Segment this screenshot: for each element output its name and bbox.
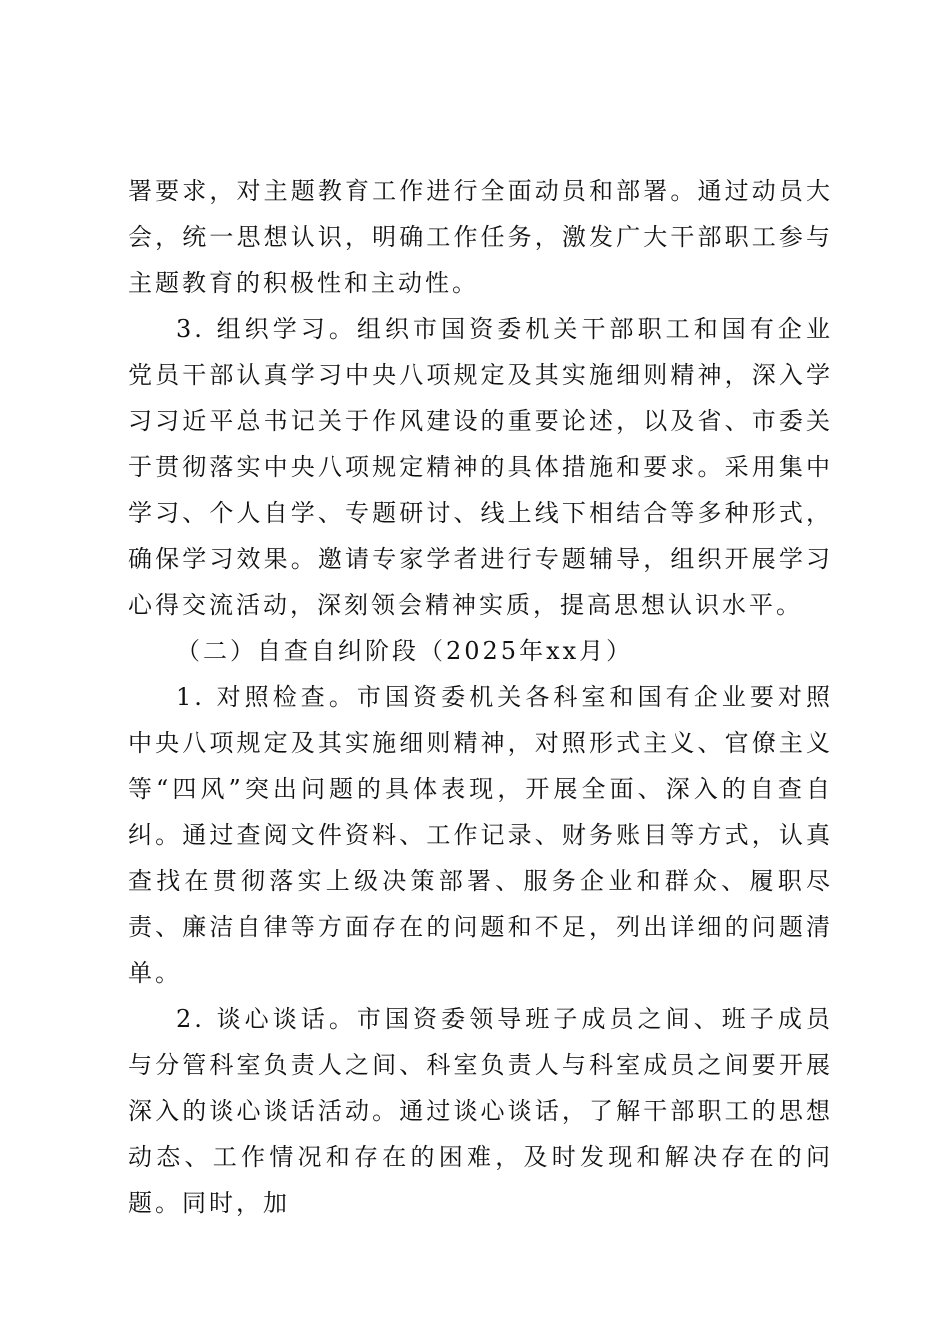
paragraph-item-1-inspection: 1. 对照检查。市国资委机关各科室和国有企业要对照中央八项规定及其实施细则精神，对照形式主义、官僚主义等“四风”突出问题的具体表现，开展全面、深入的自查自纠。通过查阅文件资料、工作记录、财务账目等方式，认真查找在贯彻落实上级决策部署、服务企业和群众、履职尽责、廉洁自律等方面存在的问题和不足，列出详细的问题清单。 — [128, 683, 833, 987]
document-body — [128, 168, 833, 1226]
paragraph-continuation: 署要求，对主题教育工作进行全面动员和部署。通过动员大会，统一思想认识，明确工作任务，激发广大干部职工参与主题教育的积极性和主动性。 — [128, 177, 833, 297]
paragraph-item-3-organize-study: 3. 组织学习。组织市国资委机关干部职工和国有企业党员干部认真学习中央八项规定及其实施细则精神，深入学习习近平总书记关于作风建设的重要论述，以及省、市委关于贯彻落实中央八项规定精神的具体措施和要求。采用集中学习、个人自学、专题研讨、线上线下相结合等多种形式，确保学习效果。邀请专家学者进行专题辅导，组织开展学习心得交流活动，深刻领会精神实质，提高思想认识水平。 — [128, 315, 833, 619]
section-heading-self-check: （二）自查自纠阶段（2025年xx月） — [176, 637, 634, 665]
paragraph-item-2-heart-to-heart-talk: 2. 谈心谈话。市国资委领导班子成员之间、班子成员与分管科室负责人之间、科室负责人与科室成员之间要开展深入的谈心谈话活动。通过谈心谈话，了解干部职工的思想动态、工作情况和存在的困难，及时发现和解决存在的问题。同时，加 — [128, 1005, 833, 1217]
